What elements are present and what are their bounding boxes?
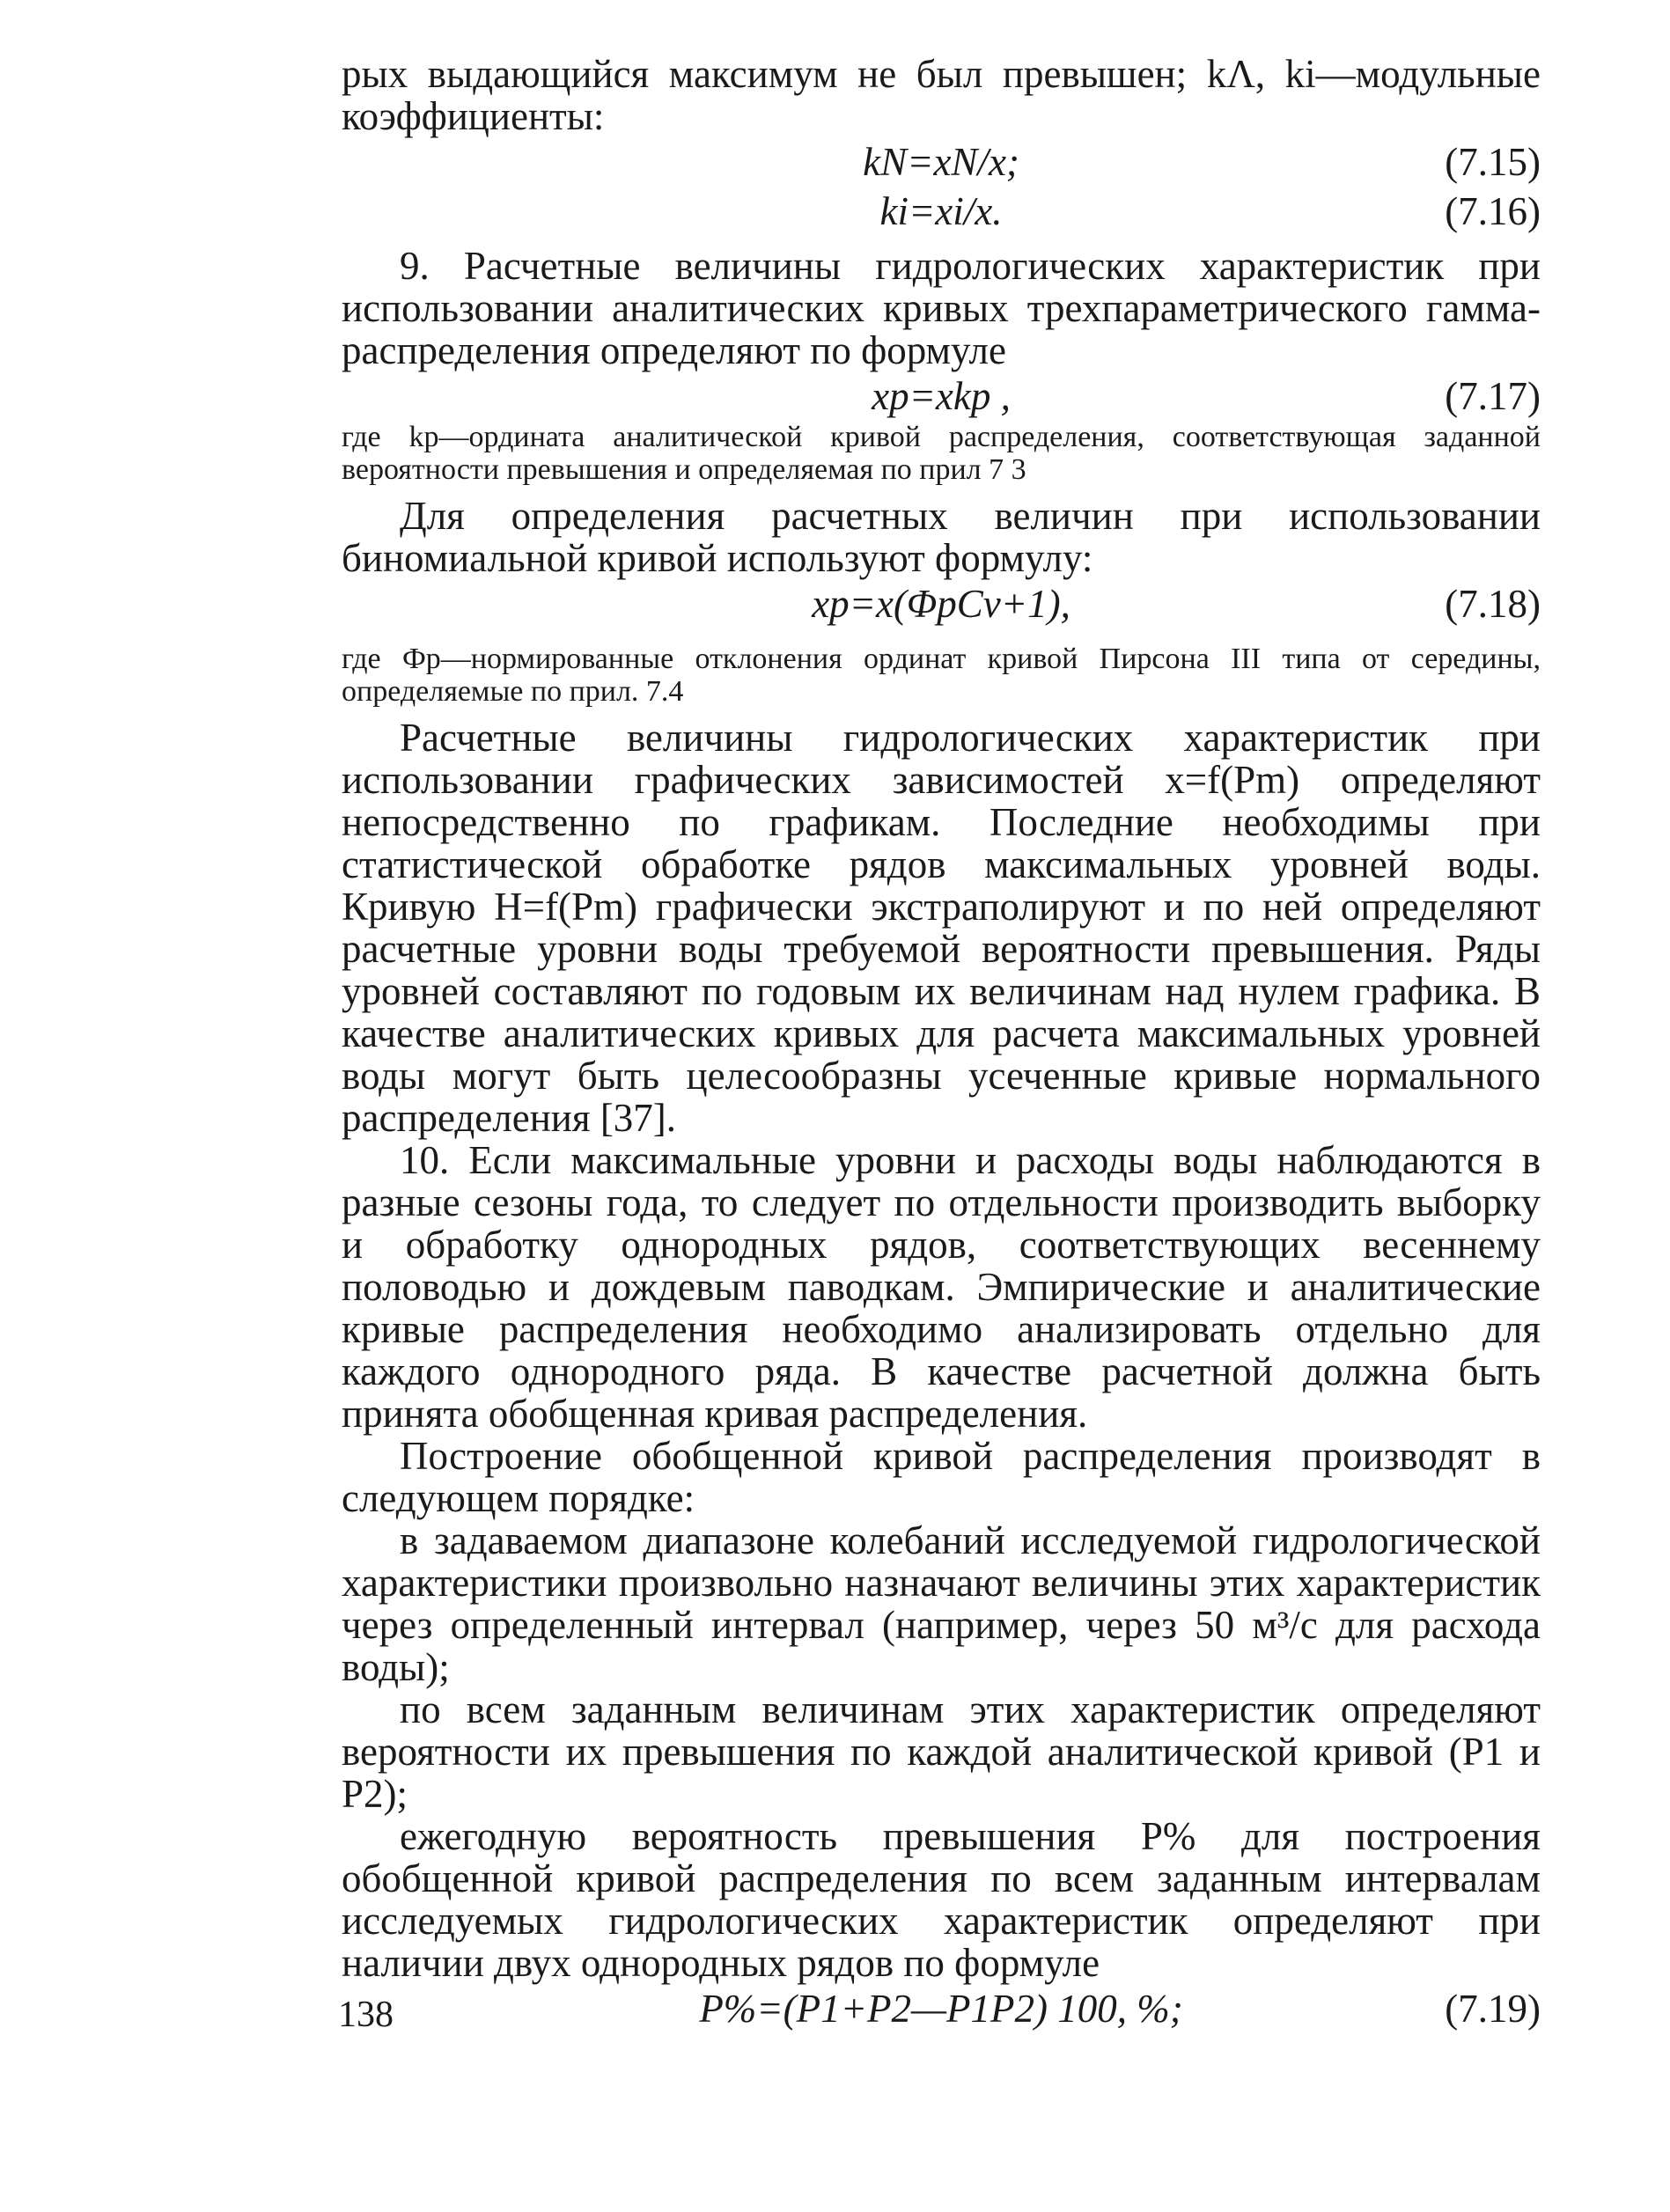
page-body [342, 53, 1541, 2033]
paragraph-construction [342, 1435, 1541, 1519]
equation-7-18 [342, 579, 1541, 628]
equation-7-17-expression: xp=xkp , [872, 374, 1011, 418]
equation-7-15-number: (7.15) [1445, 140, 1541, 184]
note-kp [342, 421, 1541, 486]
paragraph-graphical-text: Расчетные величины гидрологических характеристик при использовании графических зависимостей x=f(Pm) определяют непосредственно по графикам. Последние необходимы при статистической обработке рядов максимальных уровней воды. Кривую H=f(Pm) графически экстраполируют и по ней определяют расчетные уровни воды требуемой вероятности превышения. Ряды уровней составляют по годовым их величинам над нулем графика. В качестве аналитических кривых для расчета максимальных уровней воды могут быть целесообразны усеченные кривые нормального распределения [37]. [342, 716, 1541, 1140]
equation-7-16-expression: ki=xi/x. [879, 189, 1003, 233]
note-phi [342, 643, 1541, 708]
paragraph-binomial [342, 495, 1541, 579]
equation-7-15 [342, 137, 1541, 187]
equation-7-19-expression: P%=(P1+P2—P1P2) 100, %; [699, 1987, 1183, 2031]
equation-7-19 [342, 1984, 1541, 2033]
paragraph-10 [342, 1139, 1541, 1435]
paragraph-intro [342, 53, 1541, 137]
paragraph-step-1-text: в задаваемом диапазоне колебаний исследуемой гидрологической характеристики произвольно назначают величины этих характеристик через определенный интервал (например, через 50 м³/с для расхода воды); [342, 1518, 1541, 1689]
paragraph-graphical [342, 717, 1541, 1139]
paragraph-9 [342, 245, 1541, 371]
note-kp-text: где kр—ордината аналитической кривой распределения, соответствующая заданной вероятности превышения и определяемая по прил 7 3 [342, 421, 1541, 486]
note-phi-text: где Фр—нормированные отклонения ординат кривой Пирсона III типа от середины, определяемые по прил. 7.4 [342, 643, 1541, 708]
page-number: 138 [338, 1995, 394, 2035]
paragraph-step-3-text: ежегодную вероятность превышения P% для построения обобщенной кривой распределения по всем заданным интервалам исследуемых гидрологических характеристик определяют при наличии двух однородных рядов по формуле [342, 1814, 1541, 1985]
equation-7-17-number: (7.17) [1445, 374, 1541, 418]
equation-7-18-number: (7.18) [1445, 582, 1541, 626]
equation-7-19-number: (7.19) [1445, 1987, 1541, 2031]
paragraph-step-3 [342, 1815, 1541, 1984]
paragraph-binomial-text: Для определения расчетных величин при использовании биномиальной кривой используют формулу: [342, 494, 1541, 580]
paragraph-step-2 [342, 1688, 1541, 1815]
paragraph-construction-text: Построение обобщенной кривой распределения производят в следующем порядке: [342, 1434, 1541, 1520]
equation-7-15-expression: kN=xN/x; [863, 140, 1019, 184]
paragraph-9-text: 9. Расчетные величины гидрологических характеристик при использовании аналитических кривых трехпараметрического гамма-распределения определяют по формуле [342, 244, 1541, 372]
equation-7-17 [342, 371, 1541, 421]
equation-7-16 [342, 187, 1541, 236]
paragraph-step-1 [342, 1519, 1541, 1688]
paragraph-10-text: 10. Если максимальные уровни и расходы воды наблюдаются в разные сезоны года, то следует по отдельности производить выборку и обработку однородных рядов, соответствующих весеннему половодью и дождевым паводкам. Эмпирические и аналитические кривые распределения необходимо анализировать отдельно для каждого однородного ряда. В качестве расчетной должна быть принята обобщенная кривая распределения. [342, 1138, 1541, 1436]
equation-7-16-number: (7.16) [1445, 189, 1541, 233]
equation-7-18-expression: xp=x(ΦpCv+1), [812, 582, 1070, 626]
intro-text: рых выдающийся максимум не был превышен; kΛ, ki—модульные коэффициенты: [342, 52, 1541, 138]
paragraph-step-2-text: по всем заданным величинам этих характеристик определяют вероятности их превышения по каждой аналитической кривой (P1 и P2); [342, 1687, 1541, 1816]
